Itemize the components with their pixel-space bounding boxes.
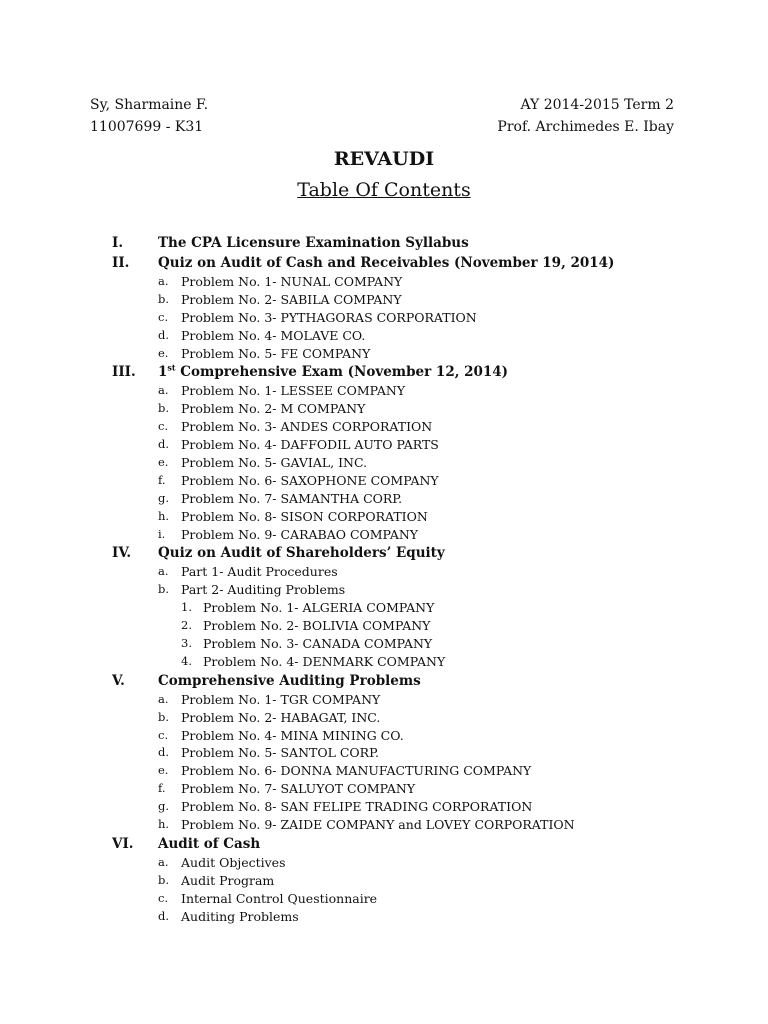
toc-section (0, 834, 768, 854)
item-title: Audit Objectives (181, 854, 286, 870)
header-left (90, 94, 208, 138)
toc-item (0, 780, 768, 798)
toc-item (0, 273, 768, 291)
item-letter: b. (158, 401, 170, 416)
item-letter: f. (158, 781, 166, 796)
toc-item (0, 400, 768, 418)
table-of-contents (0, 233, 768, 926)
section-title: The CPA Licensure Examination Syllabus (158, 235, 469, 251)
toc-item (0, 436, 768, 454)
item-letter: b. (158, 709, 170, 724)
item-letter: a. (158, 564, 169, 579)
section-title: Comprehensive Auditing Problems (158, 672, 421, 689)
subitem-number: 4. (181, 653, 192, 668)
item-letter: c. (158, 309, 169, 324)
section-title-text: Comprehensive Exam (November 12, 2014) (175, 364, 509, 381)
section-number: VI. (112, 835, 134, 852)
professor-name: Prof. Archimedes E. Ibay (497, 119, 674, 135)
item-letter: e. (158, 763, 169, 778)
toc-item (0, 709, 768, 727)
subitem-title: Problem No. 1- ALGERIA COMPANY (203, 600, 435, 616)
section-title (158, 362, 508, 382)
subitem-number: 2. (181, 618, 192, 633)
item-title: Problem No. 4- MINA MINING CO. (181, 727, 404, 743)
item-title: Audit Program (181, 872, 275, 888)
toc-item (0, 727, 768, 745)
toc-section (0, 671, 768, 691)
item-letter: a. (158, 854, 169, 869)
toc-item (0, 418, 768, 436)
header-right (497, 94, 674, 138)
item-letter: c. (158, 727, 169, 742)
item-letter: d. (158, 745, 170, 760)
item-title: Internal Control Questionnaire (181, 890, 378, 906)
toc-item (0, 382, 768, 400)
toc-section (0, 233, 768, 253)
toc-item (0, 908, 768, 926)
section-number: I. (112, 235, 124, 251)
item-letter: a. (158, 274, 169, 288)
item-title: Problem No. 2- HABAGAT, INC. (181, 709, 381, 725)
toc-subitem (0, 599, 768, 617)
toc-item (0, 872, 768, 890)
item-title: Part 2- Auditing Problems (181, 582, 346, 598)
item-title: Problem No. 5- GAVIAL, INC. (181, 455, 368, 471)
item-title: Problem No. 4- DAFFODIL AUTO PARTS (181, 437, 439, 453)
item-letter: g. (158, 799, 170, 814)
item-letter: b. (158, 582, 170, 597)
subitem-title: Problem No. 3- CANADA COMPANY (203, 636, 433, 652)
toc-item (0, 526, 768, 544)
section-number: II. (112, 255, 130, 271)
item-letter: g. (158, 490, 170, 505)
section-number: V. (112, 672, 125, 689)
toc-item (0, 508, 768, 526)
item-letter: e. (158, 455, 169, 470)
toc-subitem (0, 653, 768, 671)
toc-subitem (0, 635, 768, 653)
item-letter: d. (158, 437, 170, 452)
section-title-suffix: st (167, 362, 176, 373)
toc-item (0, 490, 768, 508)
item-title: Problem No. 4- MOLAVE CO. (181, 327, 366, 343)
section-title: Audit of Cash (158, 835, 261, 852)
item-letter: h. (158, 508, 170, 523)
toc-subitem (0, 617, 768, 635)
section-title-ordinal: 1 (158, 364, 168, 381)
item-title: Problem No. 6- SAXOPHONE COMPANY (181, 472, 439, 488)
section-title: Quiz on Audit of Shareholders’ Equity (158, 545, 445, 562)
section-number: IV. (112, 545, 132, 562)
item-title: Problem No. 2- SABILA COMPANY (181, 291, 402, 307)
toc-item (0, 744, 768, 762)
toc-item (0, 345, 768, 363)
item-title: Part 1- Audit Procedures (181, 564, 338, 580)
subitem-number: 1. (181, 600, 192, 615)
item-letter: d. (158, 908, 170, 923)
item-title: Problem No. 2- M COMPANY (181, 401, 366, 417)
item-letter: e. (158, 345, 169, 360)
item-letter: b. (158, 872, 170, 887)
item-title: Problem No. 5- SANTOL CORP. (181, 745, 379, 761)
toc-item (0, 291, 768, 309)
toc-item (0, 454, 768, 472)
item-letter: i. (158, 526, 166, 541)
student-id: 11007699 - K31 (90, 119, 204, 135)
academic-term: AY 2014-2015 Term 2 (520, 97, 674, 113)
subitem-title: Problem No. 4- DENMARK COMPANY (203, 653, 446, 669)
subitem-number: 3. (181, 636, 192, 651)
toc-item (0, 327, 768, 345)
toc-item (0, 890, 768, 908)
toc-item (0, 816, 768, 834)
toc-section (0, 253, 768, 273)
toc-item (0, 762, 768, 780)
subitem-title: Problem No. 2- BOLIVIA COMPANY (203, 618, 431, 634)
item-letter: a. (158, 691, 169, 706)
toc-item (0, 691, 768, 709)
item-letter: c. (158, 890, 169, 905)
toc-item (0, 854, 768, 872)
item-letter: h. (158, 817, 170, 832)
toc-section (0, 543, 768, 563)
toc-heading: Table Of Contents (297, 179, 471, 201)
item-letter: a. (158, 383, 169, 398)
document-title: REVAUDI (333, 148, 435, 170)
item-title: Problem No. 9- CARABAO COMPANY (181, 526, 419, 542)
section-number: III. (112, 364, 136, 381)
item-title: Problem No. 1- NUNAL COMPANY (181, 274, 403, 289)
item-title: Problem No. 7- SAMANTHA CORP. (181, 490, 403, 506)
toc-item (0, 309, 768, 327)
item-title: Problem No. 1- LESSEE COMPANY (181, 383, 406, 399)
toc-item (0, 581, 768, 599)
item-title: Auditing Problems (181, 908, 299, 924)
toc-section (0, 362, 768, 382)
student-name: Sy, Sharmaine F. (90, 97, 209, 113)
item-title: Problem No. 3- ANDES CORPORATION (181, 419, 433, 435)
toc-item (0, 472, 768, 490)
item-letter: c. (158, 419, 169, 434)
item-letter: d. (158, 327, 170, 342)
item-letter: f. (158, 472, 166, 487)
item-title: Problem No. 7- SALUYOT COMPANY (181, 781, 416, 797)
item-letter: b. (158, 291, 170, 306)
toc-item (0, 798, 768, 816)
item-title: Problem No. 9- ZAIDE COMPANY and LOVEY CORPORATION (181, 817, 575, 833)
item-title: Problem No. 8- SAN FELIPE TRADING CORPORATION (181, 799, 533, 815)
item-title: Problem No. 5- FE COMPANY (181, 345, 371, 361)
section-title: Quiz on Audit of Cash and Receivables (November 19, 2014) (158, 255, 615, 271)
item-title: Problem No. 3- PYTHAGORAS CORPORATION (181, 309, 477, 325)
item-title: Problem No. 1- TGR COMPANY (181, 691, 381, 707)
item-title: Problem No. 8- SISON CORPORATION (181, 508, 428, 524)
toc-item (0, 563, 768, 581)
item-title: Problem No. 6- DONNA MANUFACTURING COMPANY (181, 763, 532, 779)
